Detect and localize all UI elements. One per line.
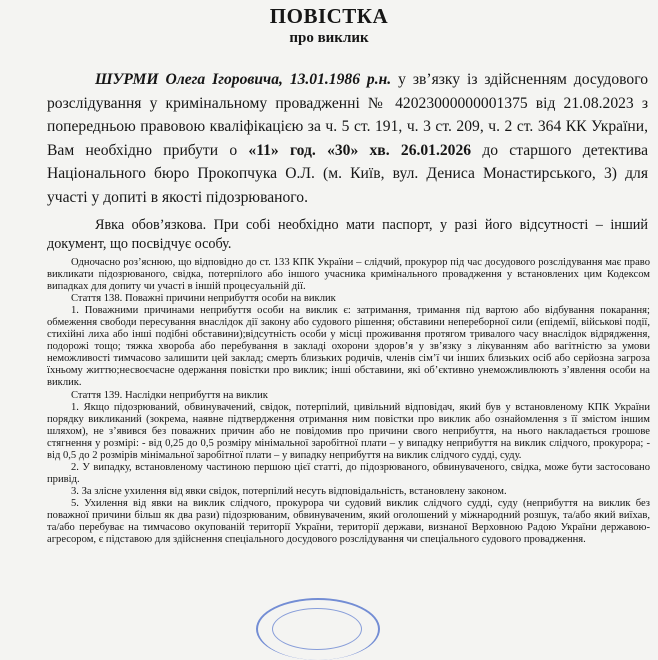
article-139-heading: Стаття 139. Наслідки неприбуття на виклик xyxy=(71,389,268,401)
person-name: ШУРМИ Олега Ігоровича, 13.01.1986 р.н. xyxy=(95,71,392,88)
article-139-part-3: 3. За злісне ухилення від явки свідок, потерпілий несуть відповідальність, встановлену законом. xyxy=(71,485,507,497)
article-138-part-1: 1. Поважними причинами неприбуття особи на виклик є: затримання, тримання під вартою або відбування покарання; обмеження свободи пересування внаслідок дії закону або судового рішення; обставини непереборної сили (епідемії, військові події, стихійні лиха або інші подібні обставини);відсутність особи у місці проживання протягом тривалого часу внаслідок відрядження, подорожі тощо; тяжка хвороба або перебування в закладі охорони здоров’я у зв’язку з лікуванням або вагітністю за умови неможливості тимчасово залишити цей заклад; смерть близьких родичів, членів сім’ї чи інших близьких осіб або серйозна загроза їхньому життю;несвоєчасне одержання повістки про виклик; інші обставини, які об’єктивно унеможливлюють з’явлення особи на виклик. xyxy=(47,305,650,389)
article-138-heading: Стаття 138. Поважні причини неприбуття особи на виклик xyxy=(71,293,336,305)
summons-paragraph xyxy=(47,68,648,209)
summons-text-4: до старшого детектива Національного бюро Прокопчука О.Л. (м. Київ, вул. Дениса Монастирського, 3) для участі у допиті в якості підозрюваного. xyxy=(47,141,648,206)
document-title: ПОВІСТКА xyxy=(269,4,389,28)
summons-body xyxy=(47,68,648,209)
appointment-date: 26.01.2026 xyxy=(400,141,472,159)
document-subtitle: про виклик xyxy=(289,30,369,46)
summons-text-3 xyxy=(390,142,401,159)
appointment-hours: «11» год. xyxy=(248,141,316,159)
legal-explanations xyxy=(47,257,650,546)
legal-intro: Одночасно роз’яснюю, що відповідно до ст. 133 КПК України – слідчий, прокурор під час досудового розслідування має право викликати підозрюваного, свідка, потерпілого або іншого учасника кримінального провадження у встановлених цим Кодексом випадках для допиту чи участі в іншій процесуальній дії. xyxy=(47,257,650,293)
article-139-part-1: 1. Якщо підозрюваний, обвинувачений, свідок, потерпілий, цивільний відповідач, який був у встановленому КПК України порядку викликаний (зокрема, наявне підтвердження отримання ним повістки про виклик або ознайомлення з її змістом іншим шляхом), не з’явився без поважних причин або не повідомив про причини свого неприбуття, на нього накладається грошове стягнення у розмірі: - від 0,25 до 0,5 розміру мінімальної заробітної плати – у випадку неприбуття на виклик слідчого, прокурора; - від 0,5 до 2 розмірів мінімальної заробітної плати – у випадку неприбуття на виклик слідчого судді, суду. xyxy=(47,401,650,461)
official-stamp-inner-ring xyxy=(272,608,362,650)
mandatory-notice xyxy=(47,216,648,254)
mandatory-text: Явка обов’язкова. При собі необхідно мати паспорт, у разі його відсутності – інший документ, що посвідчує особу. xyxy=(47,217,648,252)
summons-text-2 xyxy=(316,142,327,159)
summons-text-1: у зв’язку із здійсненням досудового розслідування у кримінальному провадженні № 42023000000001375 від 21.08.2023 з попередньою правовою кваліфікацією за ч. 5 ст. 191, ч. 3 ст. 209, ч. 2 ст. 364 КК України, Вам необхідно прибути о xyxy=(47,71,648,159)
appointment-minutes: «30» хв. xyxy=(327,141,390,159)
article-139-part-2: 2. У випадку, встановленому частиною першою цієї статті, до підозрюваного, обвинуваченого, свідка, може бути застосовано привід. xyxy=(47,461,650,485)
article-139-part-5: 5. Ухилення від явки на виклик слідчого, прокурора чи судовий виклик слідчого судді, суду (неприбуття на виклик без поважної причини більш як два рази) підозрюваним, обвинуваченим, який оголошений у міжнародний розшук, та/або який виїхав, та/або перебуває на тимчасово окупованій території України, території держави, визнаної Верховною Радою України державою-агресором, є підставою для здійснення спеціального досудового розслідування чи спеціального судового провадження. xyxy=(47,497,650,546)
